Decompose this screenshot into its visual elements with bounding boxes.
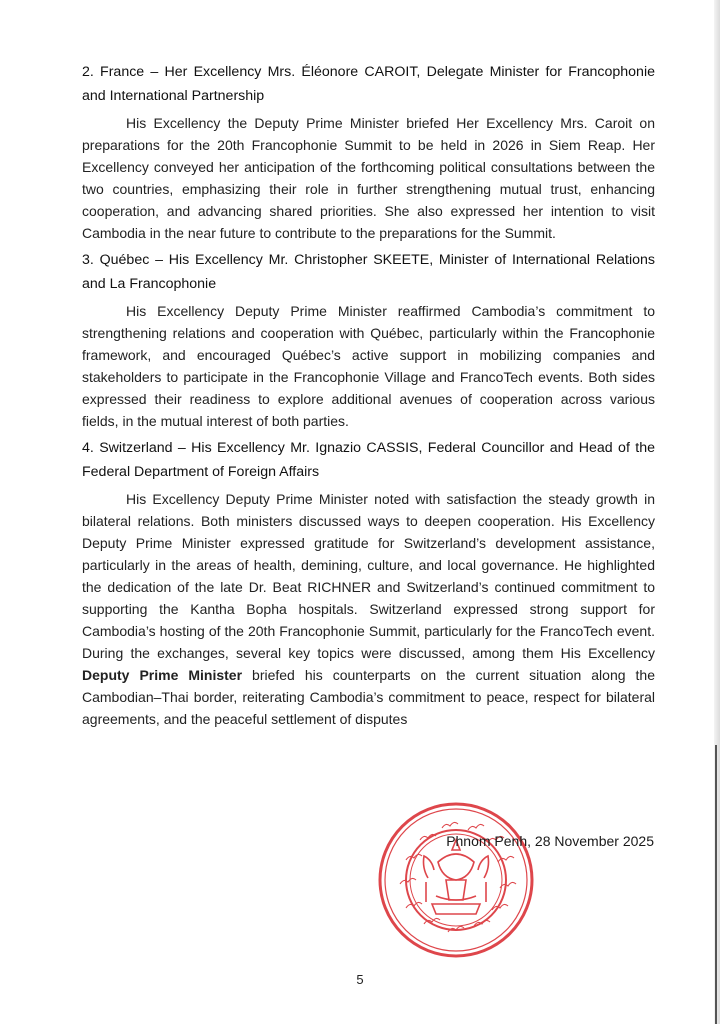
section-heading: 2. France – Her Excellency Mrs. Éléonore CAROIT, Delegate Minister for Francophonie and International Partnership [82, 64, 655, 104]
section-paragraph: His Excellency Deputy Prime Minister reaffirmed Cambodia’s commitment to strengthening relations and cooperation with Québec, particularly within the Francophonie framework, and encouraged Québec’s active support in mobilizing companies and stakeholders to participate in the Francophonie Village and FrancoTech events. Both sides expressed their readiness to explore additional avenues of cooperation across various fields, in the mutual interest of both parties. [82, 303, 655, 429]
section-heading: 3. Québec – His Excellency Mr. Christopher SKEETE, Minister of International Relations and La Francophonie [82, 252, 655, 292]
section-paragraph: His Excellency the Deputy Prime Minister briefed Her Excellency Mrs. Caroit on preparations for the 20th Francophonie Summit to be held in 2026 in Siem Reap. Her Excellency conveyed her anticipation of the forthcoming political consultations between the two countries, emphasizing their role in further strengthening mutual trust, enhancing cooperation, and advancing shared priorities. She also expressed her intention to visit Cambodia in the near future to contribute to the preparations for the Summit. [82, 115, 655, 241]
section-paragraph [82, 488, 655, 730]
document-body [82, 60, 655, 734]
section-heading: 4. Switzerland – His Excellency Mr. Ignazio CASSIS, Federal Councillor and Head of the Federal Department of Foreign Affairs [82, 440, 655, 480]
page-number: 5 [356, 972, 364, 987]
section-quebec [82, 248, 655, 432]
official-seal-icon [376, 800, 536, 960]
section-france [82, 60, 655, 244]
bold-text: Deputy Prime Minister [82, 667, 243, 683]
paragraph-text: His Excellency Deputy Prime Minister noted with satisfaction the steady growth in bilateral relations. Both ministers discussed ways to deepen cooperation. His Excellency Deputy Prime Minister expressed gratitude for Switzerland’s development assistance, particularly in the areas of health, demining, culture, and local governance. He highlighted the dedication of the late Dr. Beat RICHNER and Switzerland’s continued commitment to supporting the Kantha Bopha hospitals. Switzerland expressed strong support for Cambodia’s hosting of the 20th Francophonie Summit, particularly for the FrancoTech event. During the exchanges, several key topics were discussed, among them His Excellency [82, 491, 655, 661]
paragraph-text: briefed his counterparts on the current situation along the Cambodian–Thai border, reiterating Cambodia’s commitment to peace, respect for bilateral agreements, and the peaceful settlement of disputes [82, 667, 655, 727]
section-switzerland [82, 436, 655, 730]
signature-line: Phnom Penh, 28 November 2025 [446, 833, 654, 849]
page-edge-shadow [715, 745, 717, 1024]
